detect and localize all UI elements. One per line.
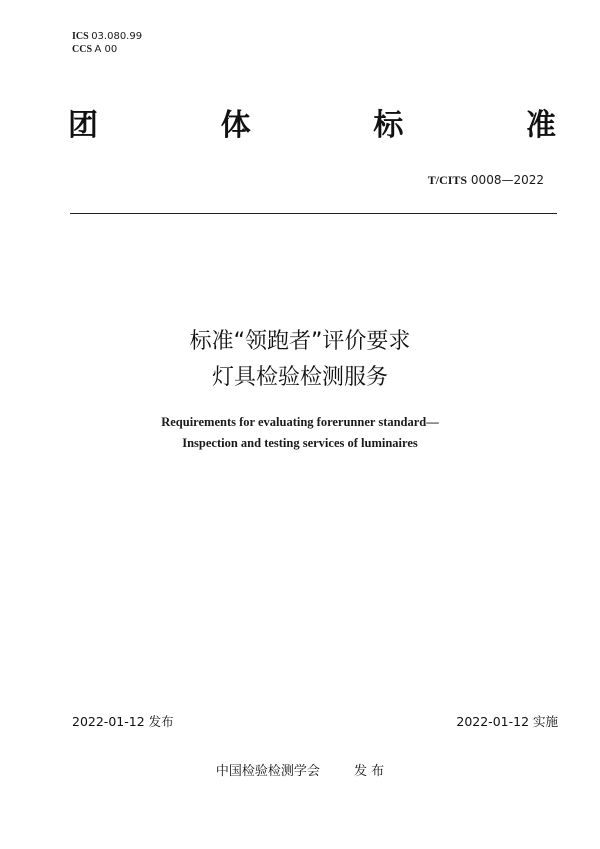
issuer-line <box>0 763 600 781</box>
classification-codes <box>72 30 142 56</box>
english-title <box>0 412 600 454</box>
header-divider <box>70 213 557 214</box>
ccs-code: A 00 <box>94 44 118 55</box>
chinese-title <box>0 324 600 396</box>
issue-action: 发 布 <box>353 764 385 779</box>
standard-type-heading <box>68 106 556 146</box>
standard-number-value: 0008—2022 <box>470 173 544 187</box>
english-title-line-1: Requirements for evaluating forerunner standard— <box>161 415 439 429</box>
ics-label: ICS <box>72 31 89 42</box>
implementation-date: 2022-01-12 实施 <box>456 714 558 729</box>
ccs-line <box>72 43 142 56</box>
ics-code: 03.080.99 <box>91 31 143 42</box>
date-row <box>72 713 558 731</box>
chinese-title-line-1: 标准“领跑者”评价要求 <box>189 329 411 354</box>
standard-type-char: 标 <box>373 108 404 143</box>
chinese-title-line-2: 灯具检验检测服务 <box>211 365 388 390</box>
ccs-label: CCS <box>72 44 93 55</box>
standard-number-prefix: T/CITS <box>427 173 468 187</box>
ics-line <box>72 30 142 43</box>
issuing-organization: 中国检验检测学会 <box>215 764 320 779</box>
standard-type-char: 准 <box>525 108 556 143</box>
english-title-line-2: Inspection and testing services of luminaires <box>182 436 418 450</box>
standard-type-char: 团 <box>68 108 98 143</box>
standard-number <box>428 172 544 188</box>
release-date: 2022-01-12 发布 <box>72 714 174 729</box>
standard-type-char: 体 <box>220 108 251 143</box>
